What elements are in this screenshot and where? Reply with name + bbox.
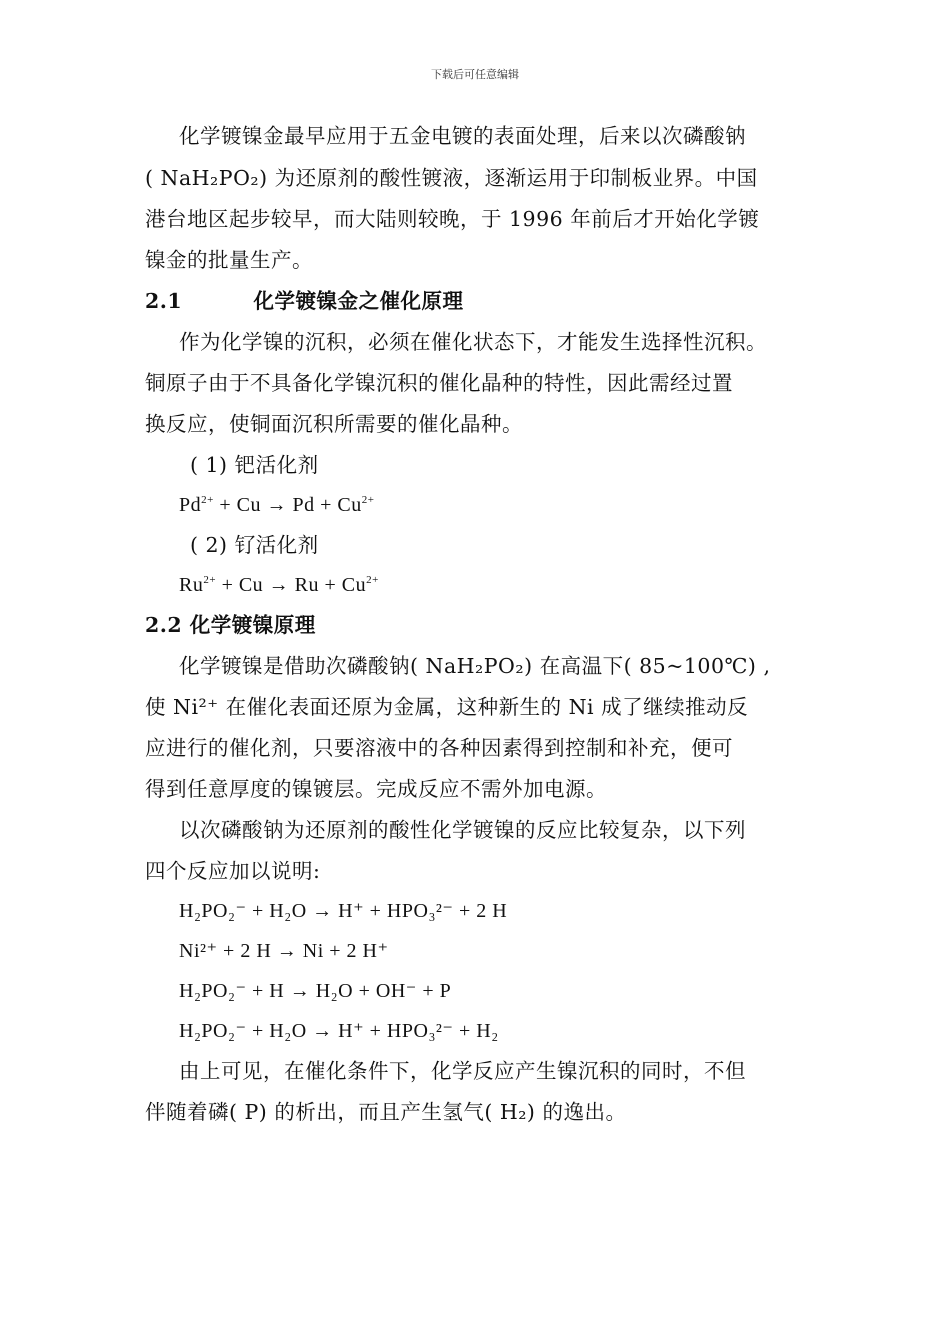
list-item-palladium: ( 1) 钯活化剂 [190, 453, 319, 477]
intro-line-1: 化学镀镍金最早应用于五金电镀的表面处理，后来以次磷酸钠 [179, 124, 746, 148]
s22-line-3: 应进行的催化剂，只要溶液中的各种因素得到控制和补充，便可 [145, 736, 733, 760]
page-header: 下载后可任意编辑 [431, 68, 519, 81]
section-2-1-number: 2.1 [145, 289, 183, 313]
intro-line-3: 港台地区起步较早，而大陆则较晚，于 1996 年前后才开始化学镀 [145, 207, 760, 231]
s22b-line-2: 四个反应加以说明: [145, 859, 321, 883]
s21-line-1: 作为化学镍的沉积，必须在催化状态下，才能发生选择性沉积。 [179, 330, 767, 354]
equation-palladium: $Pd^{2+} + Cu \to Pd + Cu^{2+}$ [179, 494, 375, 516]
intro-line-2: ( NaH₂PO₂) 为还原剂的酸性镀液，逐渐运用于印制板业界。中国 [145, 166, 758, 190]
equation-ruthenium: $Ru^{2+} + Cu \to Ru + Cu^{2+}$ [179, 574, 379, 596]
reaction-3: H₂PO₂⁻ + H → H₂O + OH⁻ + P [179, 980, 452, 1002]
s21-line-2: 铜原子由于不具备化学镍沉积的催化晶种的特性，因此需经过置 [145, 371, 733, 395]
s22b-line-1: 以次磷酸钠为还原剂的酸性化学镀镍的反应比较复杂，以下列 [179, 818, 746, 842]
section-2-1-title: 化学镀镍金之催化原理 [253, 289, 464, 313]
intro-line-4: 镍金的批量生产。 [145, 248, 313, 272]
conclusion-line-1: 由上可见，在催化条件下，化学反应产生镍沉积的同时，不但 [179, 1059, 746, 1083]
reaction-2: Ni²⁺ + 2 H → Ni + 2 H⁺ [179, 940, 389, 962]
conclusion-line-2: 伴随着磷( P) 的析出，而且产生氢气( H₂) 的逸出。 [145, 1100, 627, 1124]
s22-line-4: 得到任意厚度的镍镀层。完成反应不需外加电源。 [145, 777, 607, 801]
reaction-4: H₂PO₂⁻ + H₂O → H⁺ + HPO₃²⁻ + H₂ [179, 1020, 499, 1042]
list-item-ruthenium: ( 2) 钌活化剂 [190, 533, 319, 557]
s21-line-3: 换反应，使铜面沉积所需要的催化晶种。 [145, 412, 523, 436]
section-2-1-heading [145, 287, 463, 315]
reaction-1: H₂PO₂⁻ + H₂O → H⁺ + HPO₃²⁻ + 2 H [179, 900, 508, 922]
s22-line-2: 使 Ni²⁺ 在催化表面还原为金属，这种新生的 Ni 成了继续推动反 [145, 695, 749, 719]
s22-line-1: 化学镀镍是借助次磷酸钠( NaH₂PO₂) 在高温下( 85~100℃) , [179, 654, 771, 678]
section-2-2-heading: 2.2 化学镀镍原理 [145, 613, 316, 637]
